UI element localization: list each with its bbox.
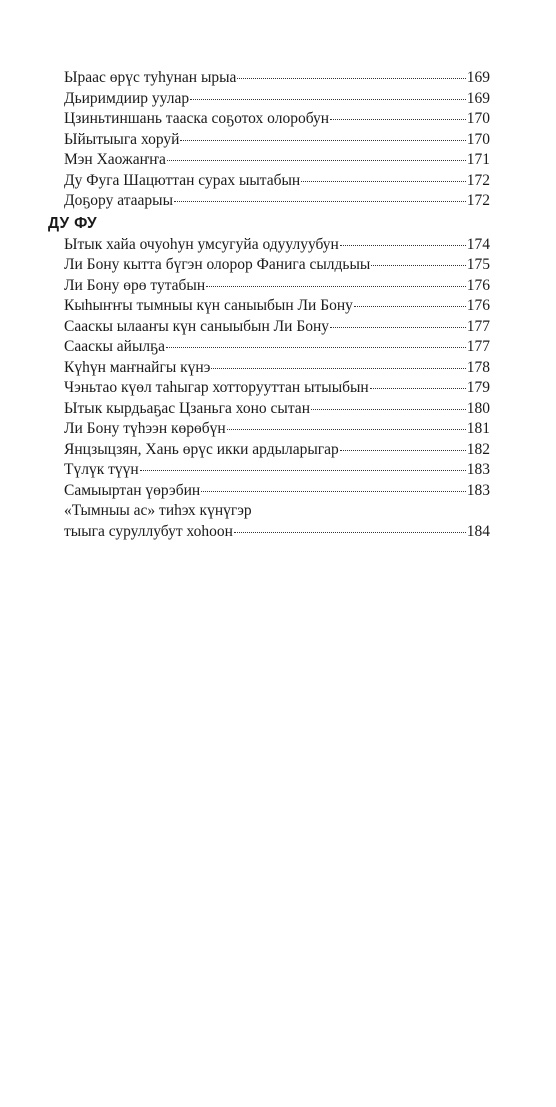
dot-leader	[206, 286, 466, 287]
dot-leader	[174, 201, 466, 202]
toc-entry-page: 176	[466, 276, 490, 294]
toc-entry-title: Ли Бону өрө тутабын	[64, 276, 206, 294]
toc-entry-page: 175	[466, 256, 490, 273]
dot-leader	[190, 99, 466, 100]
toc-entry-page: 183	[466, 461, 490, 478]
toc-entry-page: 172	[466, 192, 490, 209]
toc-entry-title: Мэн Хаожаҥҥа	[64, 151, 166, 168]
toc-entry-page: 177	[466, 338, 490, 355]
dot-leader	[180, 140, 465, 141]
toc-entry-title: Доҕору атаарыы	[64, 192, 174, 209]
toc-entry-page: 172	[466, 171, 490, 189]
toc-entry-title: Сааскы ылааҥы күн саныыбын Ли Бону	[64, 317, 330, 335]
toc-entry-title-line1: «Тымныы ас» тиһэх күнүгэр	[64, 502, 252, 519]
dot-leader	[371, 265, 465, 266]
toc-entry	[64, 522, 490, 543]
toc-entry-title: Чэньтао күөл таһыгар хотторууттан ытыыбын	[64, 379, 369, 396]
toc-entry-page: 174	[466, 235, 490, 253]
dot-leader	[370, 388, 466, 389]
toc-entry-title: Сааскы айылҕа	[64, 338, 165, 355]
toc-entry[interactable]	[64, 150, 490, 171]
toc-entry[interactable]	[64, 191, 490, 212]
dot-leader	[301, 181, 466, 182]
dot-leader	[330, 327, 466, 328]
dot-leader	[234, 532, 466, 533]
toc-entry[interactable]	[64, 68, 490, 89]
toc-entry-title: Күһүн маҥнайгы күнэ	[64, 358, 211, 376]
toc-entry-title: Ли Бону түһээн көрөбүн	[64, 420, 226, 437]
toc-entry-page: 183	[466, 481, 490, 499]
toc-entry-title: Ытык кырдьаҕас Цзаньга хоно сытан	[64, 399, 310, 417]
toc-entry-page: 169	[466, 89, 490, 107]
toc-entry-title-line2: тыыга суруллубут хоһоон	[64, 522, 233, 540]
toc-entry[interactable]	[64, 440, 490, 461]
toc-entry[interactable]	[64, 235, 490, 256]
toc-entry[interactable]	[64, 358, 490, 379]
toc-section-li-bo	[48, 68, 490, 212]
toc-entry[interactable]	[64, 109, 490, 130]
toc-entry-page: 170	[466, 110, 490, 127]
toc-entry-page: 171	[466, 151, 490, 168]
toc-entry-multiline[interactable]	[64, 501, 490, 542]
toc-entry-page: 170	[466, 130, 490, 148]
toc-entry[interactable]	[64, 337, 490, 358]
toc-entry[interactable]	[64, 460, 490, 481]
toc-entry-page: 184	[466, 522, 490, 540]
toc-entry[interactable]	[64, 378, 490, 399]
toc-entry[interactable]	[64, 317, 490, 338]
toc-entry-title: Самыыртан үөрэбин	[64, 481, 201, 499]
dot-leader	[340, 245, 466, 246]
toc-entry-title: Дьиримдиир уулар	[64, 89, 190, 107]
toc-entry-page: 176	[466, 297, 490, 314]
dot-leader	[354, 306, 466, 307]
toc-entry-page: 182	[466, 440, 490, 458]
toc-entry-title: Ыраас өрүс туһунан ырыа	[64, 69, 237, 86]
dot-leader	[227, 429, 466, 430]
toc-entry-title: Кыһыҥҥы тымныы күн саныыбын Ли Бону	[64, 297, 353, 314]
toc-entry-page: 179	[466, 379, 490, 396]
toc-entry-title: Ду Фуга Шацюттан сурах ыытабын	[64, 171, 301, 189]
dot-leader	[311, 409, 466, 410]
toc-entry-page: 169	[466, 69, 490, 86]
toc-section-du-fu	[48, 235, 490, 543]
toc-entry[interactable]	[64, 89, 490, 110]
toc-entry-title: Ытык хайа очуоһун умсугуйа одуулуубун	[64, 235, 339, 253]
toc-entry[interactable]	[64, 171, 490, 192]
toc-entry-title: Түлүк түүн	[64, 461, 139, 478]
toc-entry[interactable]	[64, 399, 490, 420]
dot-leader	[167, 160, 466, 161]
toc-entry-page: 180	[466, 399, 490, 417]
dot-leader	[330, 119, 466, 120]
dot-leader	[140, 470, 466, 471]
toc-entry[interactable]	[64, 276, 490, 297]
toc-entry[interactable]	[64, 419, 490, 440]
toc-entry-page: 177	[466, 317, 490, 335]
table-of-contents	[48, 68, 490, 542]
section-heading: ДУ ФУ	[48, 214, 97, 232]
toc-entry-page: 181	[466, 420, 490, 437]
toc-entry[interactable]	[64, 130, 490, 151]
dot-leader	[237, 78, 465, 79]
dot-leader	[211, 368, 465, 369]
dot-leader	[340, 450, 466, 451]
toc-entry-title: Цзиньтиншань тааска соҕотох олоробун	[64, 110, 330, 127]
toc-entry[interactable]	[64, 481, 490, 502]
toc-entry[interactable]	[64, 255, 490, 276]
dot-leader	[166, 347, 466, 348]
toc-entry-title: Ыйытыыга хоруй	[64, 130, 180, 148]
dot-leader	[201, 491, 466, 492]
toc-entry-title: Ли Бону кытта бүгэн олорор Фанига сылдьыы	[64, 256, 371, 273]
toc-entry-title: Янцзыцзян, Хань өрүс икки ардыларыгар	[64, 440, 339, 458]
toc-entry-page: 178	[466, 358, 490, 376]
toc-entry[interactable]	[64, 296, 490, 317]
